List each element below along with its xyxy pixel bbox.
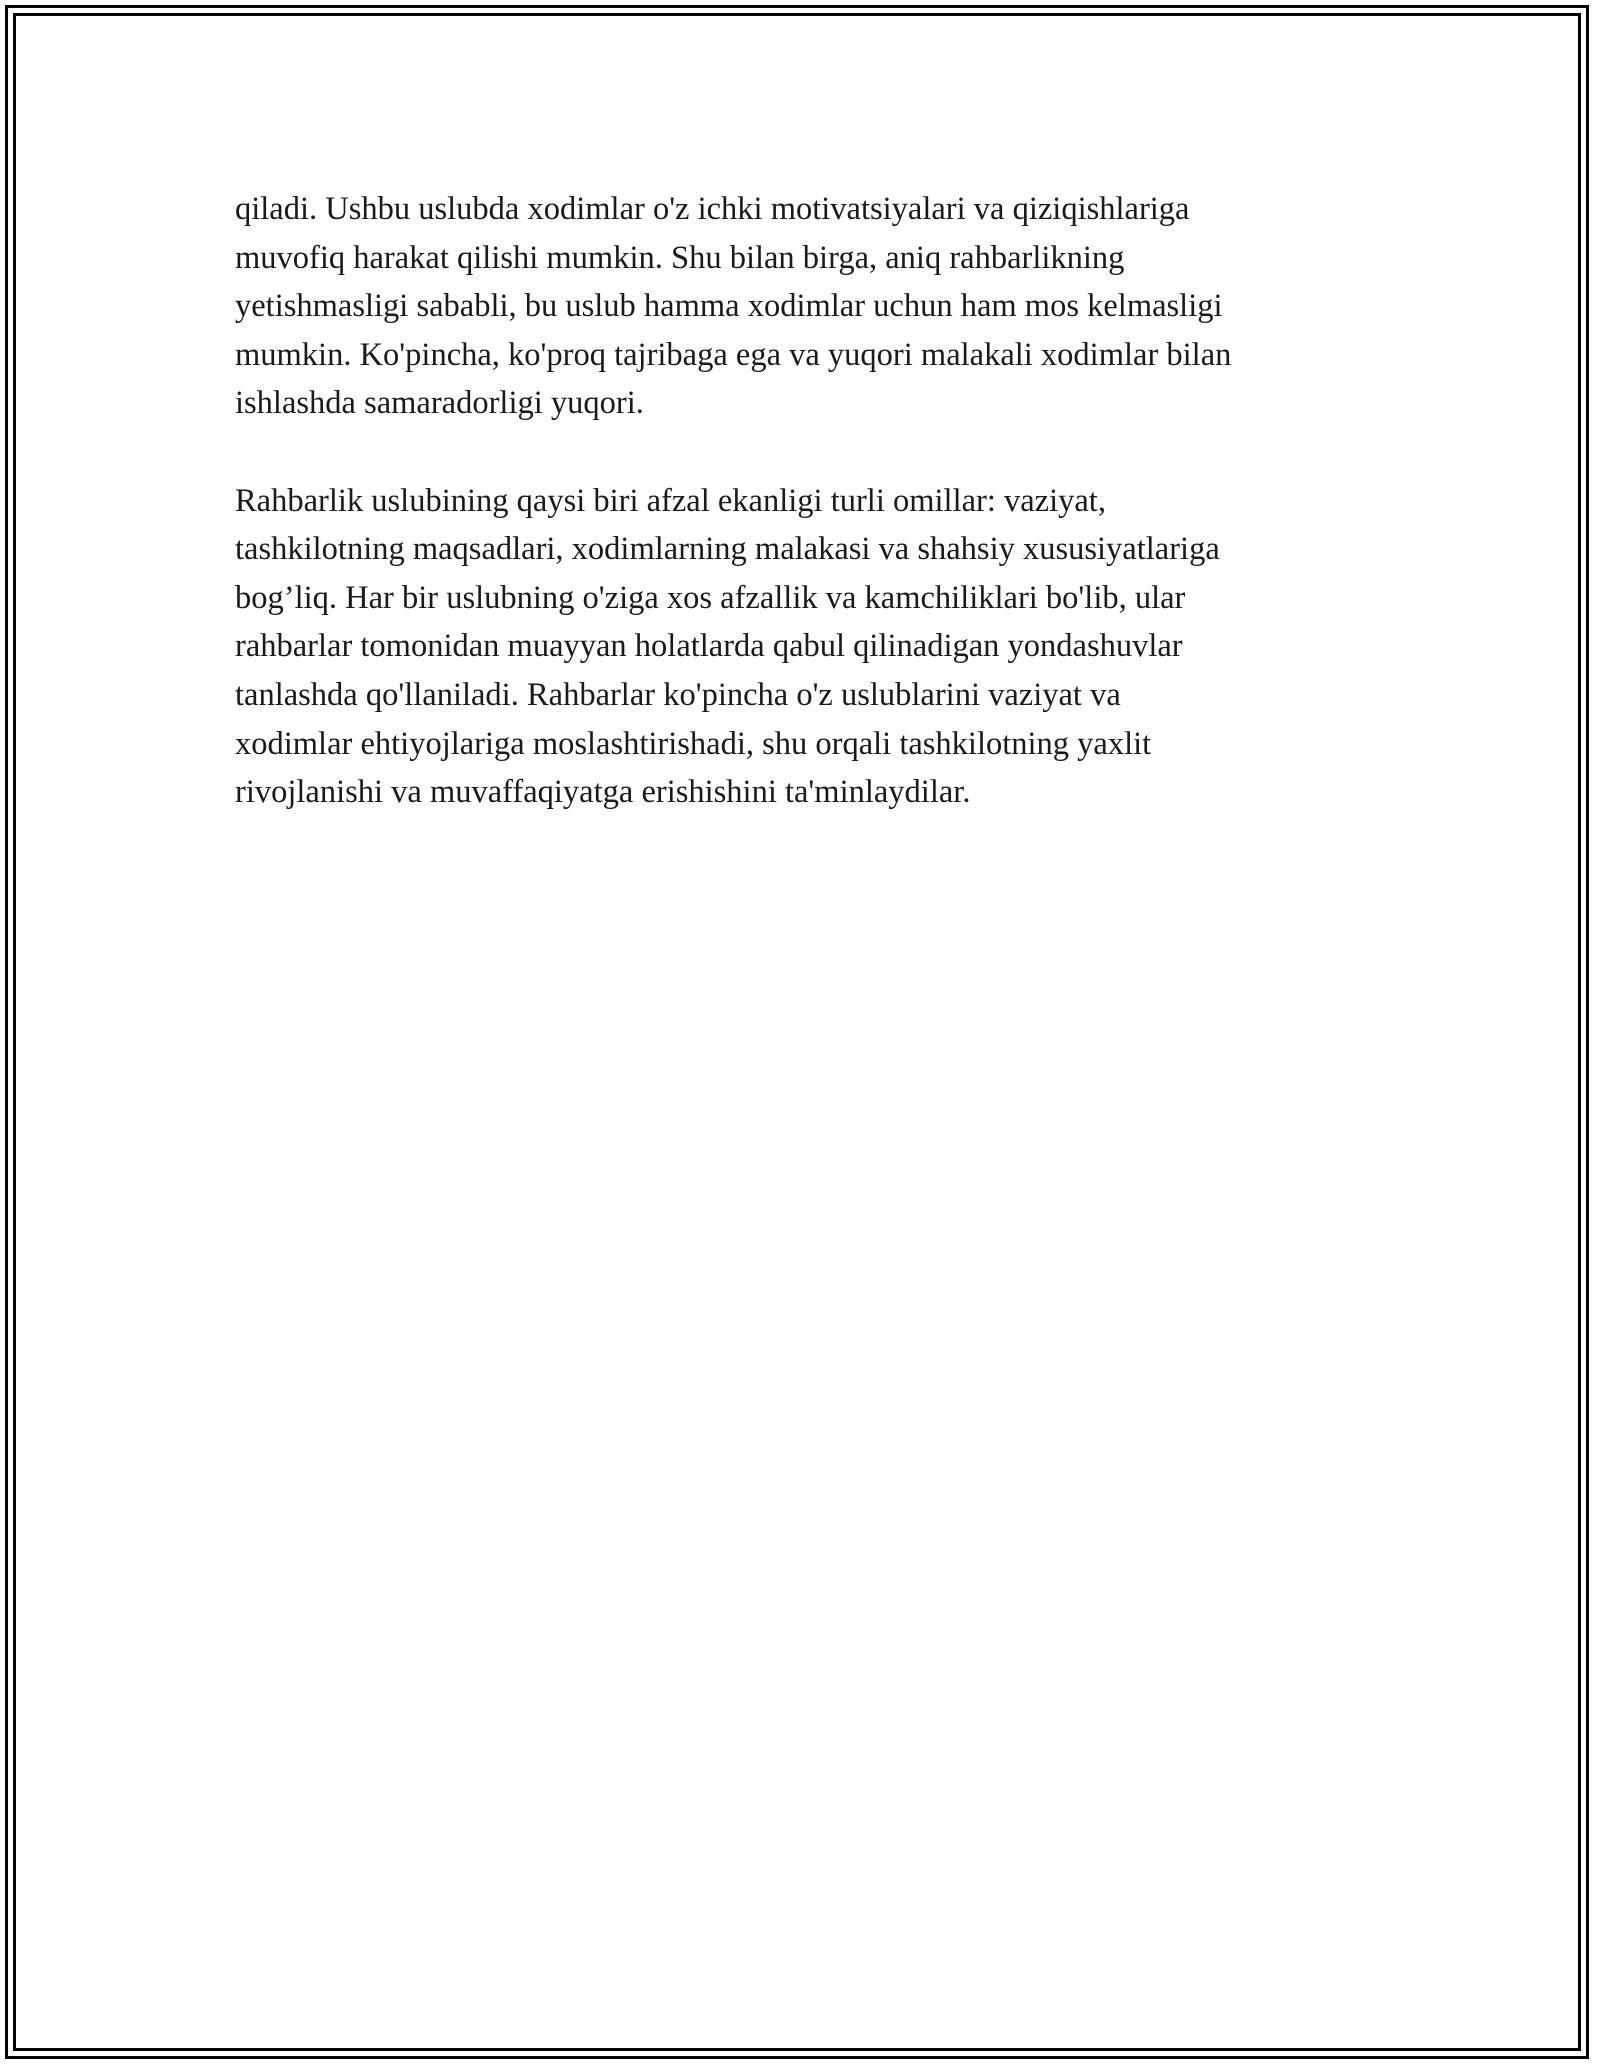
paragraph-spacer [235,428,1395,477]
paragraph-line: xodimlar ehtiyojlariga moslashtirishadi, shu orqali tashkilotning yaxlit [235,725,1152,762]
paragraph-line: tashkilotning maqsadlari, xodimlarning malakasi va shahsiy xususiyatlariga [235,531,1220,568]
paragraph-line: rivojlanishi va muvaffaqiyatga erishishini ta'minlaydilar. [235,774,971,811]
paragraph-2 [235,477,1395,817]
paragraph-line: Rahbarlik uslubining qaysi biri afzal ekanligi turli omillar: vaziyat, [235,482,1106,519]
paragraph-line: ishlashda samaradorligi yuqori. [235,385,644,422]
document-body [235,185,1395,817]
paragraph-line: rahbarlar tomonidan muayyan holatlarda qabul qilinadigan yondashuvlar [235,628,1183,665]
paragraph-line: muvofiq harakat qilishi mumkin. Shu bilan birga, aniq rahbarlikning [235,239,1125,276]
paragraph-line: mumkin. Ko'pincha, ko'proq tajribaga ega va yuqori malakali xodimlar bilan [235,336,1232,373]
paragraph-line: tanlashda qo'llaniladi. Rahbarlar ko'pincha o'z uslublarini vaziyat va [235,676,1121,713]
paragraph-line: qiladi. Ushbu uslubda xodimlar o'z ichki motivatsiyalari va qiziqishlariga [235,191,1190,227]
paragraph-line: bog’liq. Har bir uslubning o'ziga xos afzallik va kamchiliklari bo'lib, ular [235,579,1186,616]
paragraph-line: yetishmasligi sababli, bu uslub hamma xodimlar uchun ham mos kelmasligi [235,288,1223,325]
paragraph-1 [235,185,1395,428]
